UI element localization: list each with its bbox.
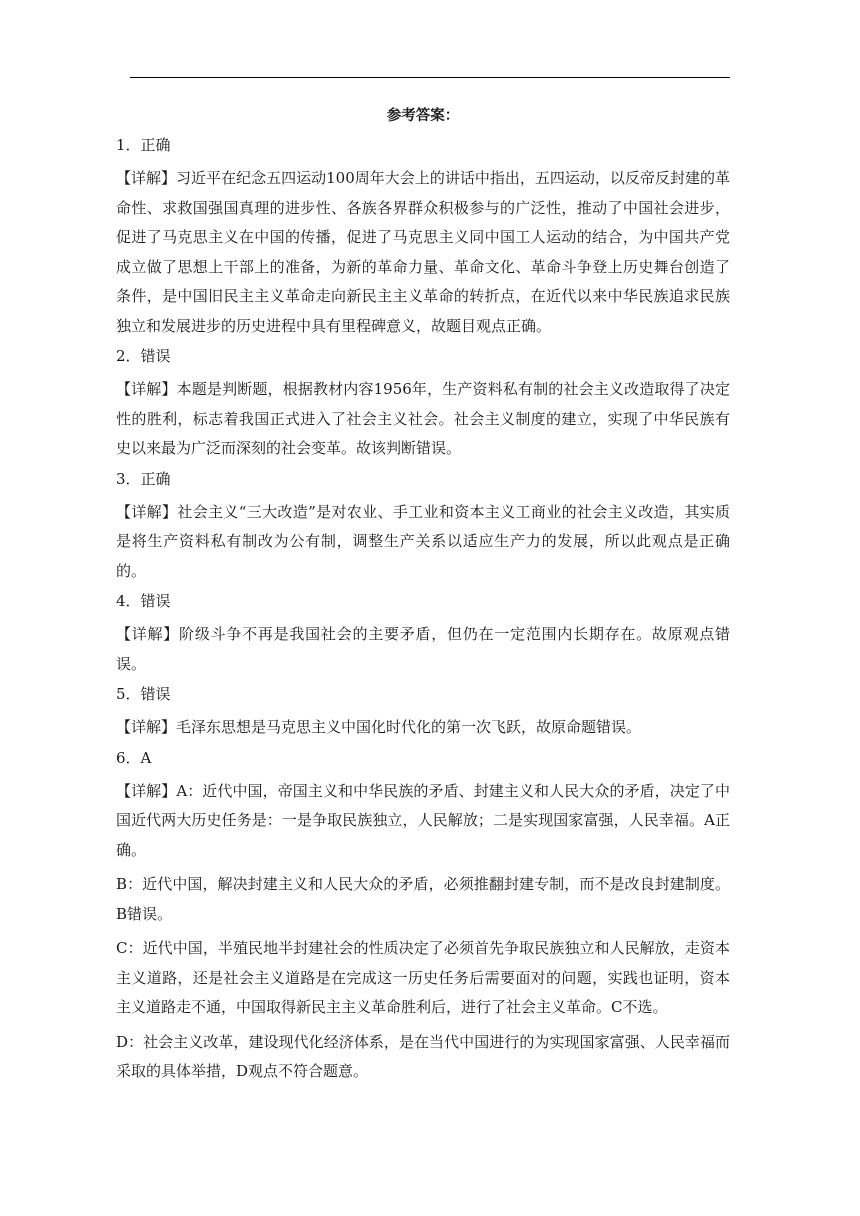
answer-item-1 xyxy=(116,135,730,341)
answer-number: 4．错误 xyxy=(116,592,171,610)
explanation-paragraph: 【详解】A：近代中国，帝国主义和中华民族的矛盾、封建主义和人民大众的矛盾，决定了中国近代两大历史任务是：一是争取民族独立，人民解放；二是实现国家富强，人民幸福。A正确。 xyxy=(116,781,730,859)
option-b-paragraph: B：近代中国，解决封建主义和人民大众的矛盾，必须推翻封建专制，而不是改良封建制度。B错误。 xyxy=(116,875,730,923)
answer-item-4 xyxy=(116,591,730,679)
option-c-paragraph: C：近代中国，半殖民地半封建社会的性质决定了必须首先争取民族独立和人民解放，走资本主义道路，还是社会主义道路是在完成这一历史任务后需要面对的问题，实践也证明，资本主义道路走不通，中国取得新民主主义革命胜利后，进行了社会主义革命。C不选。 xyxy=(116,939,730,1016)
answer-item-6 xyxy=(116,748,730,1087)
answer-item-2 xyxy=(116,346,730,464)
explanation-paragraph: 【详解】毛泽东思想是马克思主义中国化时代化的第一次飞跃，故原命题错误。 xyxy=(116,718,642,736)
answer-number: 3．正确 xyxy=(116,469,171,488)
header-rule xyxy=(130,77,730,78)
answer-content xyxy=(116,105,730,1092)
explanation-paragraph: 【详解】阶级斗争不再是我国社会的主要矛盾，但仍在一定范围内长期存在。故原观点错误。 xyxy=(116,625,730,673)
answer-number: 1．正确 xyxy=(116,136,171,154)
answer-number: 2．错误 xyxy=(116,347,171,365)
answer-number: 6．A xyxy=(116,748,152,767)
answer-number: 5．错误 xyxy=(116,685,171,703)
explanation-paragraph: 【详解】习近平在纪念五四运动100周年大会上的讲话中指出，五四运动，以反帝反封建的革命性、求救国强国真理的进步性、各族各界群众积极参与的广泛性，推动了中国社会进步，促进了马克思主义在中国的传播，促进了马克思主义同中国工人运动的结合，为中国共产党成立做了思想上干部上的准备，为新的革命力量、革命文化、革命斗争登上历史舞台创造了条件，是中国旧民主主义革命走向新民主主义革命的转折点，在近代以来中华民族追求民族独立和发展进步的历史进程中具有里程碑意义，故题目观点正确。 xyxy=(116,169,730,335)
option-d-paragraph: D：社会主义改革，建设现代化经济体系，是在当代中国进行的为实现国家富强、人民幸福而采取的具体举措，D观点不符合题意。 xyxy=(116,1032,730,1080)
answer-item-5 xyxy=(116,684,730,743)
answer-item-3 xyxy=(116,469,730,587)
explanation-paragraph: 【详解】社会主义“三大改造”是对农业、手工业和资本主义工商业的社会主义改造，其实质是将生产资料私有制改为公有制，调整生产关系以适应生产力的发展，所以此观点是正确的。 xyxy=(116,502,730,580)
answer-heading: 参考答案： xyxy=(386,108,460,124)
explanation-paragraph: 【详解】本题是判断题，根据教材内容1956年，生产资料私有制的社会主义改造取得了决定性的胜利，标志着我国正式进入了社会主义社会。社会主义制度的建立，实现了中华民族有史以来最为广泛而深刻的社会变革。故该判断错误。 xyxy=(116,380,730,457)
